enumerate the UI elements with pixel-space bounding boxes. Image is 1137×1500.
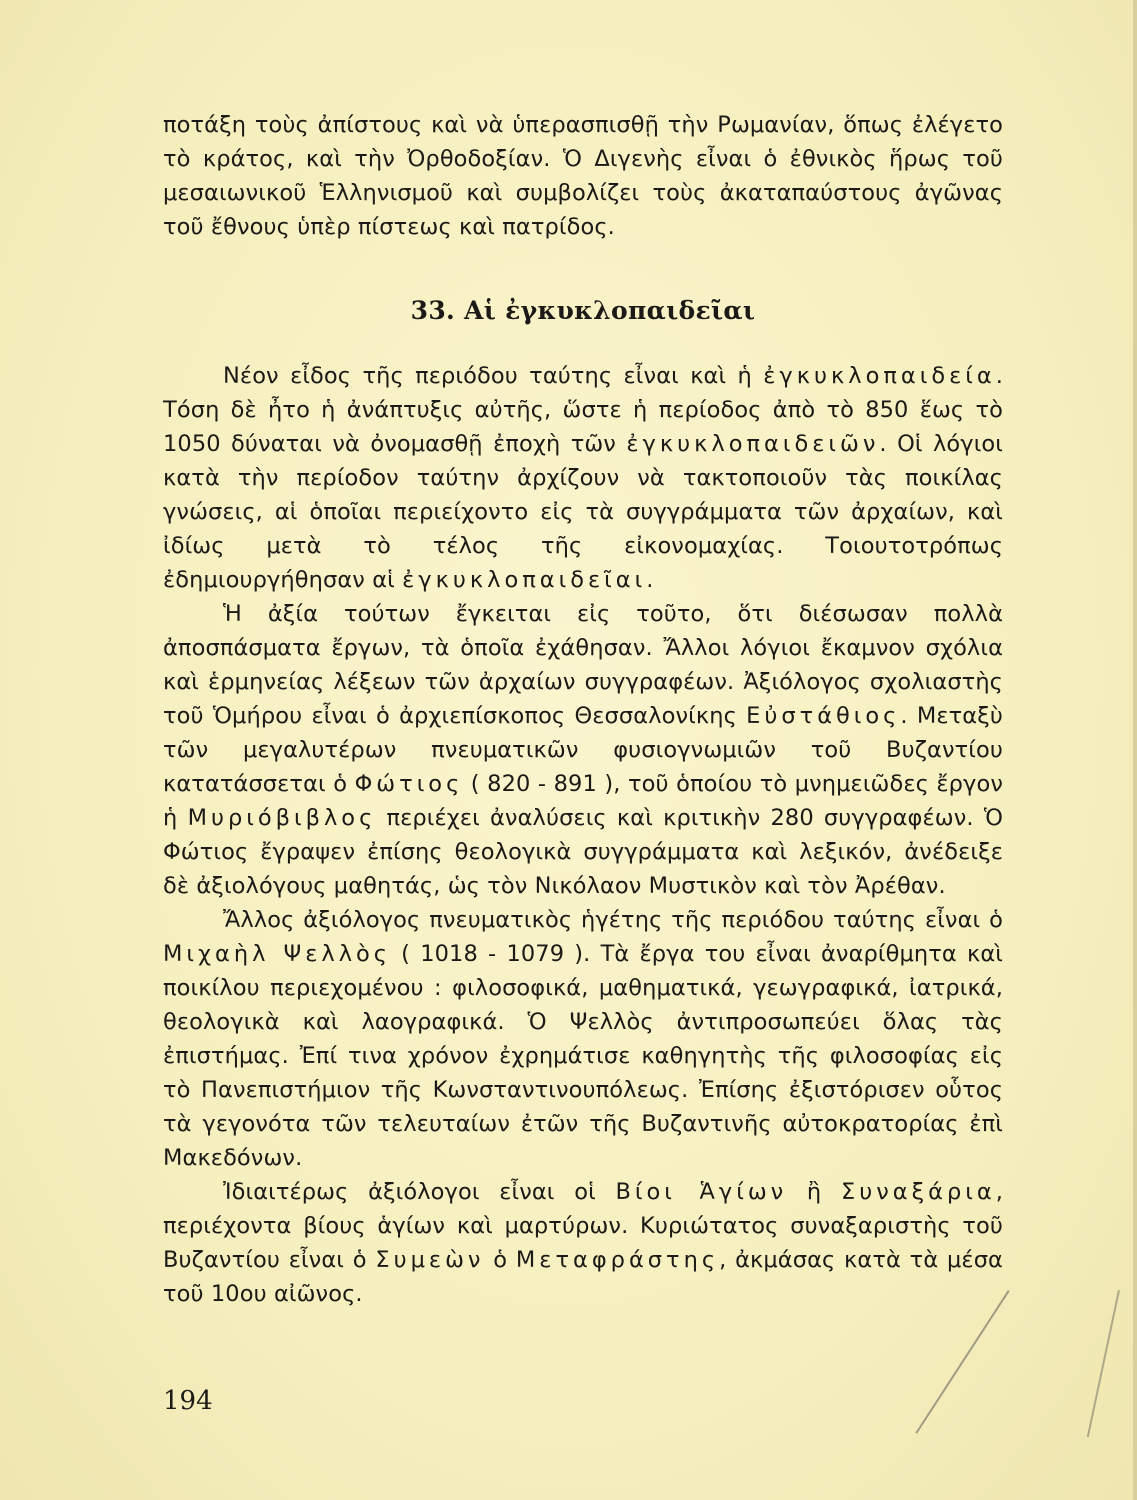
text-run: . Τόση δὲ ἦτο ἡ ἀνάπτυξις αὐτῆς, ὥστε ἡ περίοδος ἀπὸ τὸ 850 ἕως τὸ 1050 δύναται νὰ ὀνομασθῇ ἐποχὴ τῶν — [163, 363, 1003, 457]
page-edge-shadow — [1133, 0, 1137, 1500]
spaced-name: Συμεὼν — [375, 1247, 485, 1273]
text-run: ( 820 - 891 ), τοῦ ὁποίου τὸ μνημειῶδες ἔργον ἡ — [163, 771, 1004, 831]
text-run: περιέχει ἀναλύσεις καὶ κριτικὴν 280 συγγραφέων. Ὁ Φώτιος ἔγραψεν ἐπίσης θεολογικὰ συγγράμματα καὶ λεξικόν, ἀνέδειξε δὲ ἀξιολόγους μαθητάς, ὡς τὸν Νικόλαον Μυστικὸν καὶ τὸν Ἀρέθαν. — [163, 805, 1003, 899]
spaced-term: ἐγκυκλοπαιδεῖαι — [402, 567, 647, 593]
text-run: . — [646, 567, 654, 593]
paragraph-psellos — [163, 903, 1003, 1175]
text-run: Νέον εἶδος τῆς περιόδου ταύτης εἶναι καὶ ἡ — [223, 363, 764, 389]
spaced-title: Μυριόβιβλος — [187, 805, 377, 831]
spaced-term: ἐγκυκλοπαιδειῶν — [626, 431, 880, 457]
paragraph-encyclopedias — [163, 359, 1003, 597]
spaced-title: Συναξάρια — [840, 1179, 996, 1205]
book-page-body — [163, 108, 1003, 1311]
pencil-stroke-mark — [915, 1290, 1009, 1434]
spaced-name: Εὐστάθιος — [746, 703, 901, 729]
spaced-term: ἐγκυκλοπαιδεία — [763, 363, 996, 389]
text-run: . Οἱ λόγιοι κατὰ τὴν περίοδον ταύτην ἀρχίζουν νὰ τακτοποιοῦν τὰς ποικίλας γνώσεις, αἱ ὁποῖαι περιείχοντο εἰς τὰ συγγράμματα τῶν ἀρχαίων, καὶ ἰδίως μετὰ τὸ τέλος τῆς εἰκονομαχίας. Τοιουτοτρόπως ἐδημιουργήθησαν αἱ — [163, 431, 1003, 593]
pencil-stroke-mark — [1087, 1290, 1120, 1437]
text-run: ὁ — [484, 1247, 516, 1273]
page-number: 194 — [163, 1386, 213, 1416]
paragraph-scholars — [163, 597, 1003, 903]
spaced-name: Μεταφράστης — [515, 1247, 720, 1273]
paragraph-lives-of-saints — [163, 1175, 1003, 1311]
text-run: , περιέχοντα βίους ἁγίων καὶ μαρτύρων. Κυριώτατος συναξαριστὴς τοῦ Βυζαντίου εἶναι ὁ — [163, 1179, 1003, 1273]
spaced-title: Βίοι Ἁγίων — [615, 1179, 788, 1205]
section-heading: 33. Αἱ ἐγκυκλοπαιδεῖαι — [410, 296, 756, 325]
text-run: . Μεταξὺ τῶν μεγαλυτέρων πνευματικῶν φυσιογνωμιῶν τοῦ Βυζαντίου κατατάσσεται ὁ — [163, 703, 1004, 797]
spaced-name: Φώτιος — [354, 771, 464, 797]
spaced-name: Μιχαὴλ Ψελλὸς — [163, 941, 391, 967]
text-run: , ἀκμάσας κατὰ τὰ μέσα τοῦ 10ου αἰῶνος. — [163, 1247, 1003, 1307]
text-run: Ἰδιαιτέρως ἀξιόλογοι εἶναι οἱ — [223, 1179, 616, 1205]
text-run: Ἄλλος ἀξιόλογος πνευματικὸς ἡγέτης τῆς περιόδου ταύτης εἶναι ὁ — [223, 907, 1003, 933]
text-run: Ἡ ἀξία τούτων ἔγκειται εἰς τοῦτο, ὅτι διέσωσαν πολλὰ ἀποσπάσματα ἔργων, τὰ ὁποῖα ἐχάθησαν. Ἄλλοι λόγιοι ἔκαμνον σχόλια καὶ ἑρμηνείας λέξεων τῶν ἀρχαίων συγγραφέων. Ἀξιόλογος σχολιαστὴς τοῦ Ὁμήρου εἶναι ὁ ἀρχιεπίσκοπος Θεσσαλονίκης — [163, 601, 1003, 729]
text-run: ἢ — [787, 1179, 841, 1205]
paragraph-continued: ποτάξη τοὺς ἀπίστους καὶ νὰ ὑπερασπισθῇ τὴν Ρωμανίαν, ὅπως ἐλέγετο τὸ κράτος, καὶ τὴν Ὀρθοδοξίαν. Ὁ Διγενὴς εἶναι ὁ ἐθνικὸς ἥρως τοῦ μεσαιωνικοῦ Ἑλληνισμοῦ καὶ συμβολίζει τοὺς ἀκαταπαύστους ἀγῶνας τοῦ ἔθνους ὑπὲρ πίστεως καὶ πατρίδος. — [163, 112, 1003, 240]
text-run: ( 1018 - 1079 ). Τὰ ἔργα του εἶναι ἀναρίθμητα καὶ ποικίλου περιεχομένου : φιλοσοφικά, μαθηματικά, γεωγραφικά, ἰατρικά, θεολογικὰ καὶ λαογραφικά. Ὁ Ψελλὸς ἀντιπροσωπεύει ὅλας τὰς ἐπιστήμας. Ἐπί τινα χρόνον ἐχρημάτισε καθηγητὴς τῆς φιλοσοφίας εἰς τὸ Πανεπιστήμιον τῆς Κωνσταντινουπόλεως. Ἐπίσης ἐξιστόρισεν οὗτος τὰ γεγονότα τῶν τελευταίων ἐτῶν τῆς Βυζαντινῆς αὐτοκρατορίας ἐπὶ Μακεδόνων. — [163, 941, 1003, 1171]
